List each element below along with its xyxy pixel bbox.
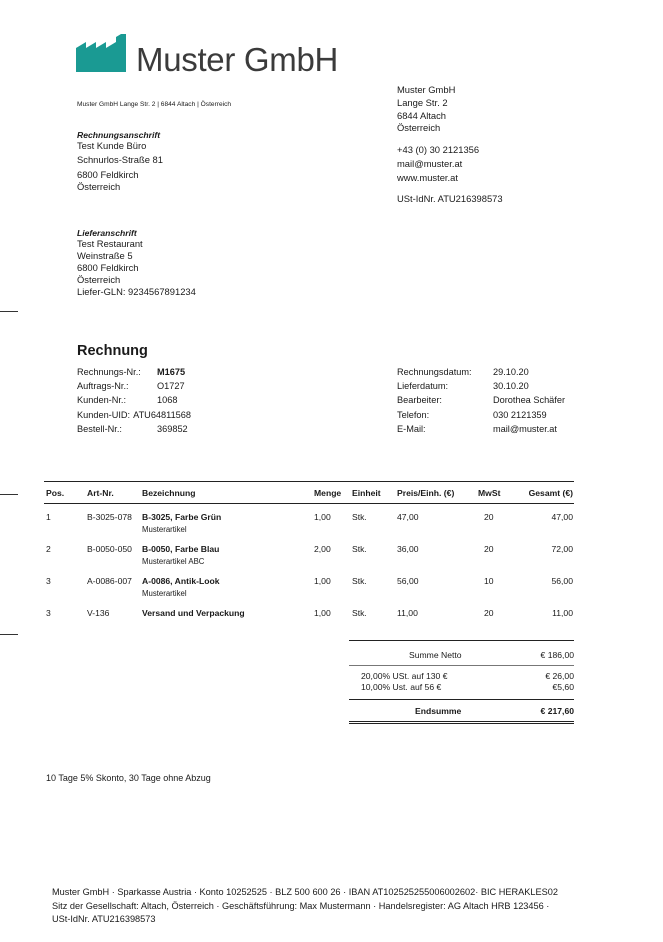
header-pos: Pos. — [46, 488, 65, 498]
table-row — [0, 608, 663, 622]
totals-grand — [349, 706, 574, 718]
sender-phone: +43 (0) 30 2121356 — [397, 144, 480, 155]
table-header-rule — [44, 503, 574, 504]
header-desc: Bezeichnung — [142, 488, 196, 498]
sender-vat: USt-IdNr. ATU216398573 — [397, 193, 503, 204]
email-value: mail@muster.at — [493, 423, 557, 434]
payment-terms: 10 Tage 5% Skonto, 30 Tage ohne Abzug — [46, 773, 211, 783]
header-price: Preis/Einh. (€) — [397, 488, 455, 498]
fold-mark — [0, 634, 18, 635]
company-logo-name: Muster GmbH — [136, 41, 339, 78]
row-desc: B-0050, Farbe Blau — [142, 544, 220, 554]
phone-value: 030 2121359 — [493, 409, 547, 420]
sender-email: mail@muster.at — [397, 158, 463, 169]
footer-line-3: USt-IdNr. ATU216398573 — [52, 914, 156, 925]
invoice-info-left — [77, 366, 191, 435]
row-sub: Musterartikel ABC — [142, 557, 205, 566]
delivery-country: Österreich — [77, 274, 121, 285]
footer-line-2: Sitz der Gesellschaft: Altach, Österreich · Geschäftsführung: Max Mustermann · Handelsregister: AG Altach HRB 123456 · — [52, 900, 550, 911]
billing-city: 6800 Feldkirch — [77, 169, 139, 180]
row-unit: Stk. — [352, 544, 367, 554]
header-total: Gesamt (€) — [528, 488, 573, 498]
totals-grand-rule-2 — [349, 723, 574, 724]
totals-net-rule — [349, 665, 574, 666]
customer-number-value: 1068 — [157, 395, 178, 406]
row-pos: 3 — [46, 608, 51, 618]
net-label: Summe Netto — [409, 650, 462, 660]
billing-heading: Rechnungsanschrift — [77, 130, 161, 140]
net-value: € 186,00 — [540, 650, 574, 660]
header-vat: MwSt — [478, 488, 501, 498]
tax2-value: €5,60 — [552, 682, 574, 692]
row-total: 47,00 — [551, 512, 573, 522]
sender-name: Muster GmbH — [397, 84, 456, 95]
processor-label: Bearbeiter: — [397, 395, 442, 406]
row-unit: Stk. — [352, 576, 367, 586]
billing-street: Schnurlos-Straße 81 — [77, 154, 163, 165]
header-art: Art-Nr. — [87, 488, 114, 498]
row-art: B-3025-078 — [87, 512, 132, 522]
delivery-street: Weinstraße 5 — [77, 250, 133, 261]
delivery-city: 6800 Feldkirch — [77, 262, 139, 273]
sender-city: 6844 Altach — [397, 110, 446, 121]
header-unit: Einheit — [352, 488, 381, 498]
invoice-info-right — [397, 366, 565, 435]
delivery-date-value: 30.10.20 — [493, 381, 529, 392]
totals-grand-top-rule — [349, 699, 574, 700]
delivery-heading: Lieferanschrift — [77, 228, 137, 238]
sender-country: Österreich — [397, 122, 441, 133]
row-desc: B-3025, Farbe Grün — [142, 512, 222, 522]
order-number-label: Auftrags-Nr.: — [77, 381, 129, 392]
billing-country: Österreich — [77, 181, 121, 192]
invoice-date-value: 29.10.20 — [493, 367, 529, 377]
invoice-number-value: M1675 — [157, 367, 186, 377]
totals-grand-rule-1 — [349, 721, 574, 722]
row-desc: Versand und Verpackung — [142, 608, 245, 618]
grand-label: Endsumme — [415, 706, 462, 716]
row-desc: A-0086, Antik-Look — [142, 576, 220, 586]
row-pos: 3 — [46, 576, 51, 586]
invoice-date-label: Rechnungsdatum: — [397, 367, 472, 377]
phone-label: Telefon: — [397, 409, 430, 420]
delivery-name: Test Restaurant — [77, 238, 143, 249]
customer-number-label: Kunden-Nr.: — [77, 395, 127, 406]
processor-value: Dorothea Schäfer — [493, 395, 566, 406]
po-number-value: 369852 — [157, 423, 188, 434]
row-sub: Musterartikel — [142, 525, 187, 534]
row-total: 11,00 — [552, 608, 573, 618]
header-qty: Menge — [314, 488, 342, 498]
table-row — [0, 544, 663, 568]
row-vat: 10 — [484, 576, 494, 586]
row-qty: 1,00 — [314, 608, 331, 618]
row-price: 36,00 — [397, 544, 419, 554]
row-vat: 20 — [484, 544, 494, 554]
po-number-label: Bestell-Nr.: — [77, 423, 122, 434]
customer-uid-label: Kunden-UID: — [77, 409, 131, 420]
tax1-label: 20,00% USt. auf 130 € — [361, 671, 448, 681]
sender-street: Lange Str. 2 — [397, 97, 448, 108]
tax2-label: 10,00% Ust. auf 56 € — [361, 682, 442, 692]
row-unit: Stk. — [352, 512, 367, 522]
totals-tax — [349, 671, 574, 695]
email-label: E-Mail: — [397, 423, 426, 434]
row-price: 11,00 — [397, 608, 418, 618]
row-qty: 2,00 — [314, 544, 331, 554]
row-art: V-136 — [87, 608, 110, 618]
tax1-value: € 26,00 — [545, 671, 574, 681]
grand-value: € 217,60 — [540, 706, 574, 716]
row-qty: 1,00 — [314, 512, 331, 522]
billing-name: Test Kunde Büro — [77, 140, 147, 151]
row-price: 56,00 — [397, 576, 419, 586]
delivery-address — [77, 228, 196, 298]
sender-web: www.muster.at — [397, 172, 458, 183]
billing-address — [77, 130, 163, 193]
fold-mark — [0, 311, 18, 312]
row-pos: 2 — [46, 544, 51, 554]
totals-net — [349, 650, 574, 662]
invoice-title: Rechnung — [77, 343, 148, 359]
company-logo — [76, 34, 346, 78]
delivery-date-label: Lieferdatum: — [397, 381, 449, 392]
row-qty: 1,00 — [314, 576, 331, 586]
row-total: 56,00 — [551, 576, 573, 586]
factory-icon — [76, 34, 128, 74]
invoice-number-label: Rechnungs-Nr.: — [77, 367, 141, 377]
delivery-gln: Liefer-GLN: 9234567891234 — [77, 286, 196, 297]
table-top-rule — [44, 481, 574, 482]
footer — [52, 886, 558, 927]
row-sub: Musterartikel — [142, 589, 187, 598]
row-vat: 20 — [484, 608, 494, 618]
order-number-value: O1727 — [157, 381, 185, 392]
customer-uid-value: ATU64811568 — [133, 409, 192, 420]
row-pos: 1 — [46, 512, 51, 522]
row-vat: 20 — [484, 512, 494, 522]
row-unit: Stk. — [352, 608, 367, 618]
footer-line-1: Muster GmbH · Sparkasse Austria · Konto 10252525 · BLZ 500 600 26 · IBAN AT102525255006002602· BIC HERAKLES02 — [52, 887, 558, 897]
totals-top-rule — [349, 640, 574, 641]
sender-block — [397, 84, 503, 205]
invoice-table-header — [0, 488, 663, 502]
sender-line: Muster GmbH Lange Str. 2 | 6844 Altach | Österreich — [77, 101, 232, 108]
row-art: A-0086-007 — [87, 576, 132, 586]
row-total: 72,00 — [551, 544, 573, 554]
table-row — [0, 576, 663, 600]
row-art: B-0050-050 — [87, 544, 132, 554]
table-row — [0, 512, 663, 536]
row-price: 47,00 — [397, 512, 419, 522]
